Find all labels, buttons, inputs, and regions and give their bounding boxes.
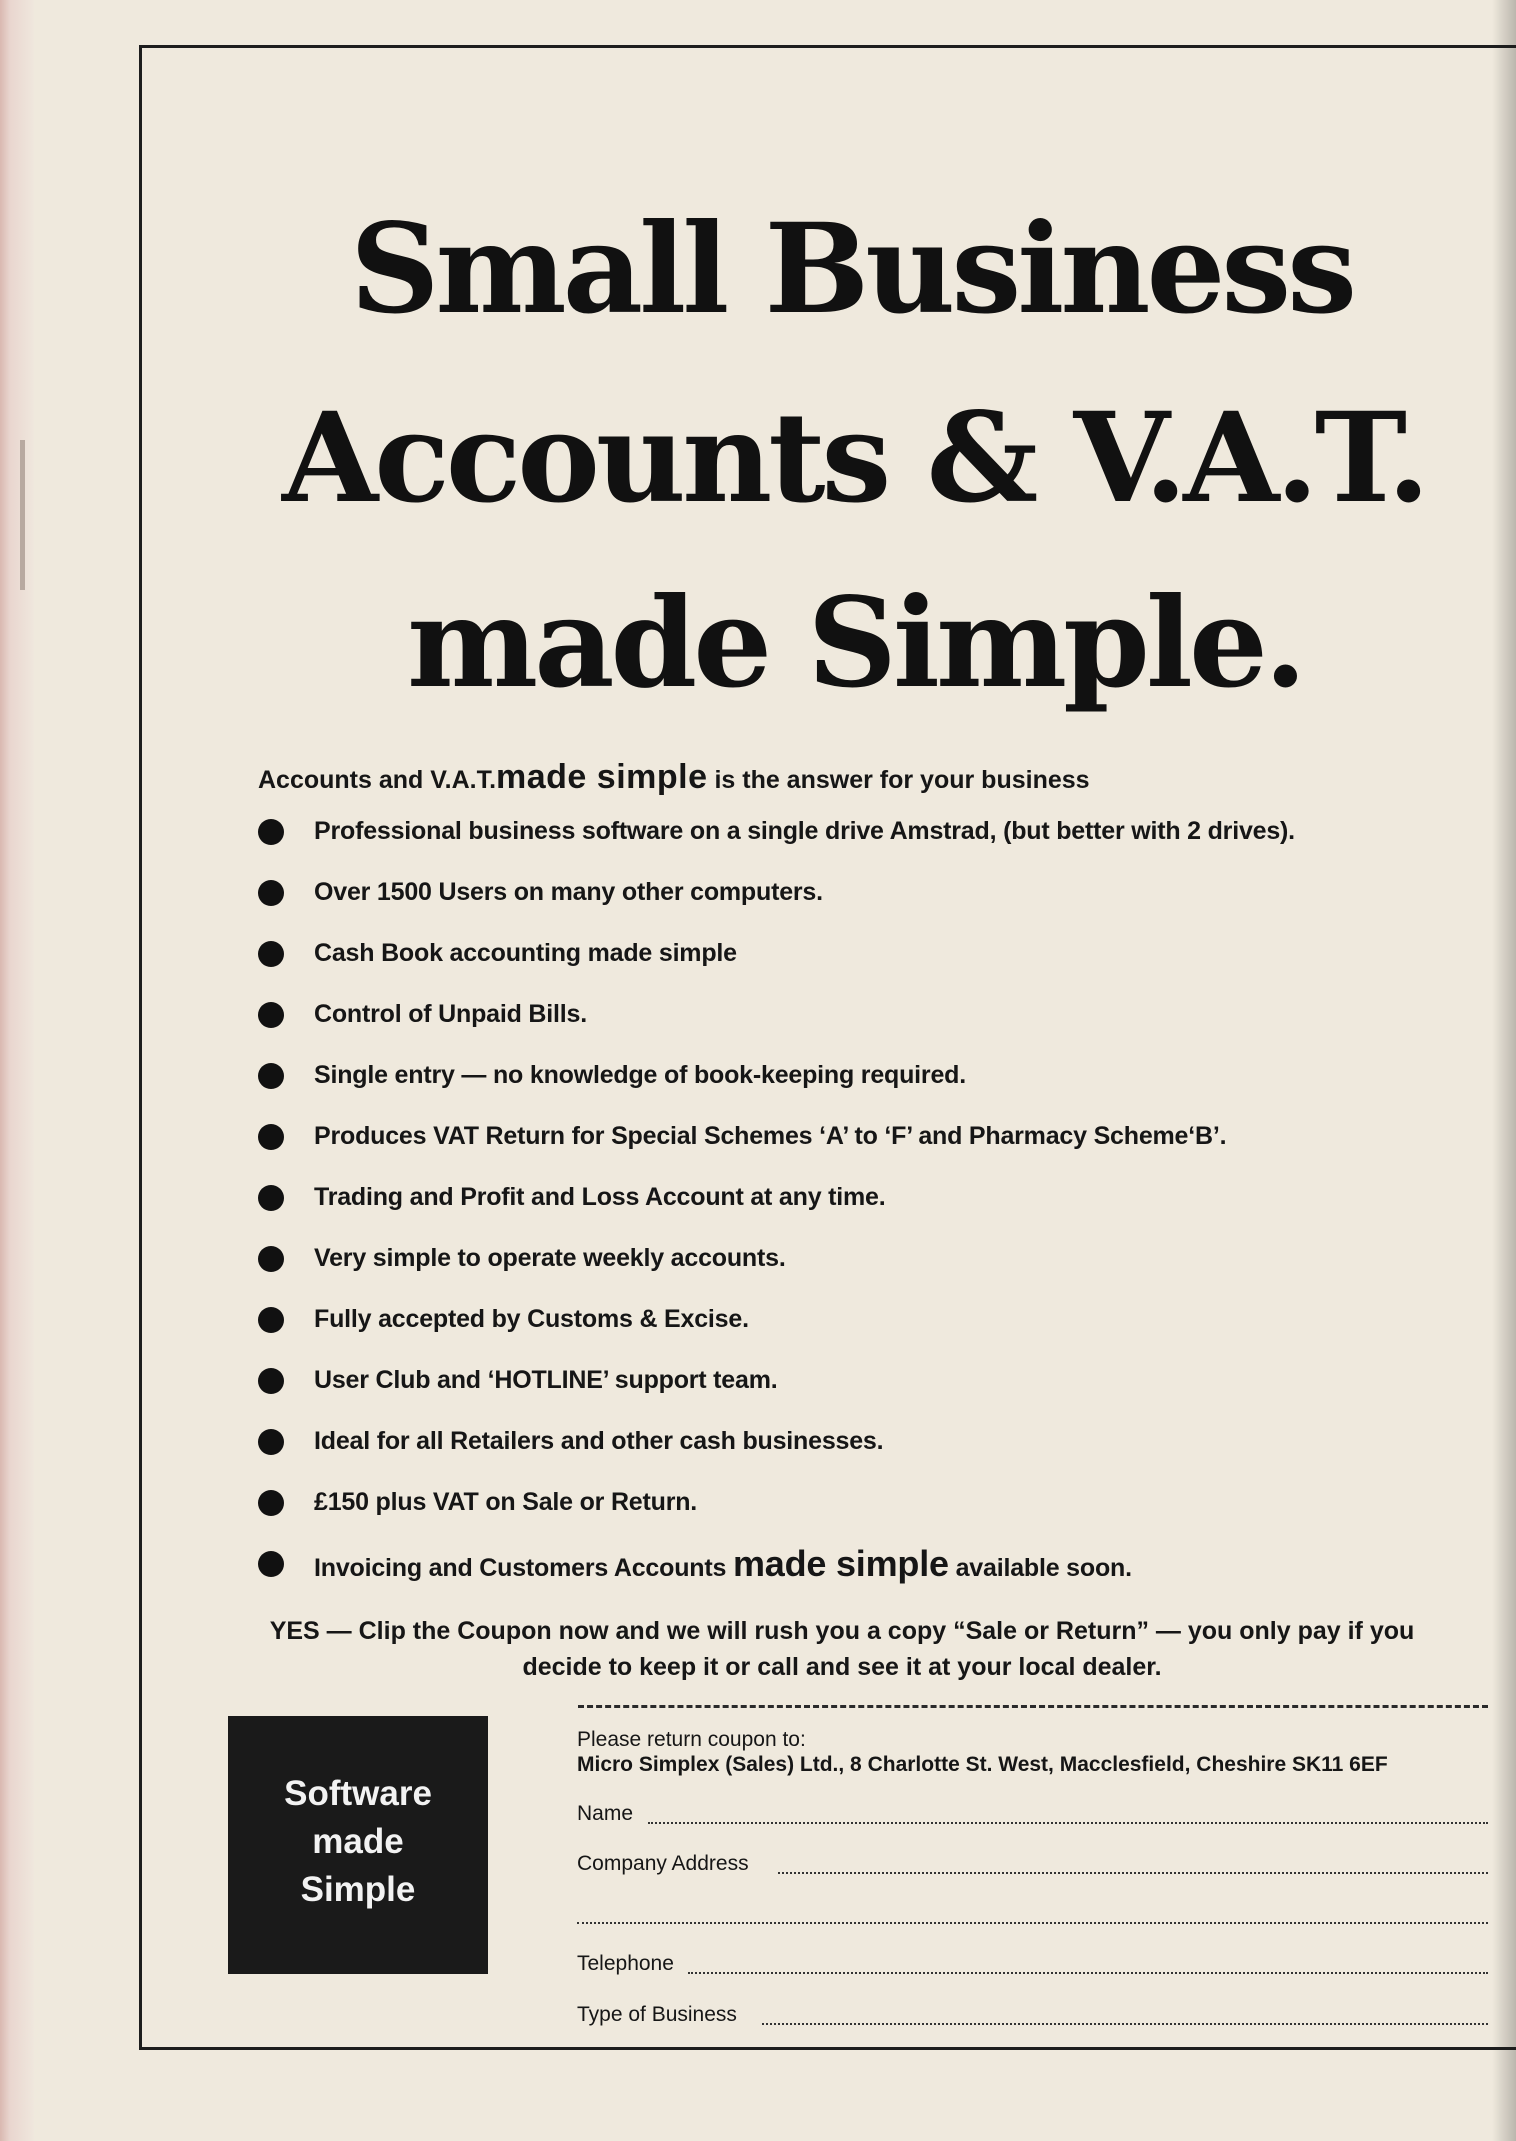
type-of-business-field[interactable]	[762, 2023, 1488, 2025]
bullet-text: Ideal for all Retailers and other cash businesses.	[314, 1427, 884, 1455]
page-spine	[0, 0, 34, 2141]
bullet-dot-icon	[258, 1429, 284, 1455]
bullet-item	[258, 1305, 1498, 1345]
bullet-text: Produces VAT Return for Special Schemes ‘A’ to ‘F’ and Pharmacy Scheme‘B’.	[314, 1122, 1227, 1150]
software-made-simple-logo	[228, 1716, 488, 1974]
cta-line-1: YES — Clip the Coupon now and we will rush you a copy “Sale or Return” — you only pay if you	[269, 1617, 1415, 1645]
bullet-item	[258, 1543, 1498, 1589]
name-field[interactable]	[648, 1822, 1488, 1824]
bullet-text: Cash Book accounting made simple	[314, 939, 737, 967]
bullet-text: Fully accepted by Customs & Excise.	[314, 1305, 749, 1333]
last-bullet-before: Invoicing and Customers Accounts	[314, 1554, 733, 1582]
bullet-item	[258, 939, 1498, 979]
bullet-item	[258, 878, 1498, 918]
company-address-field[interactable]	[778, 1872, 1488, 1874]
spine-mark	[20, 440, 25, 590]
call-to-action	[212, 1613, 1472, 1685]
bullet-dot-icon	[258, 1551, 284, 1577]
bullet-text: User Club and ‘HOTLINE’ support team.	[314, 1366, 778, 1394]
bullet-dot-icon	[258, 880, 284, 906]
coupon-address: Micro Simplex (Sales) Ltd., 8 Charlotte St. West, Macclesfield, Cheshire SK11 6EF	[577, 1753, 1388, 1776]
logo-line-2: made	[312, 1822, 404, 1861]
bullet-item	[258, 1122, 1498, 1162]
bullet-text: Very simple to operate weekly accounts.	[314, 1244, 786, 1272]
bullet-item	[258, 1183, 1498, 1223]
bullet-item	[258, 1000, 1498, 1040]
bullet-item	[258, 1488, 1498, 1528]
last-bullet-emphasis: made simple	[732, 1543, 949, 1584]
type-of-business-label: Type of Business	[577, 2003, 737, 2026]
telephone-field[interactable]	[688, 1972, 1488, 1974]
bullet-dot-icon	[258, 1246, 284, 1272]
company-address-field-2[interactable]	[577, 1922, 1488, 1924]
bullet-item	[258, 817, 1498, 857]
intro-before: Accounts and V.A.T.	[258, 766, 497, 794]
coupon-cut-line	[578, 1705, 1488, 1708]
logo-line-1: Software	[284, 1774, 432, 1813]
bullet-text: Trading and Profit and Loss Account at any time.	[314, 1183, 886, 1211]
bullet-text	[314, 1543, 1132, 1585]
bullet-dot-icon	[258, 941, 284, 967]
company-address-label: Company Address	[577, 1852, 749, 1875]
bullet-text: £150 plus VAT on Sale or Return.	[314, 1488, 698, 1516]
headline-line-2: Accounts & V.A.T.	[282, 386, 1427, 531]
last-bullet-after: available soon.	[948, 1554, 1132, 1582]
coupon-intro: Please return coupon to:	[577, 1728, 806, 1751]
bullet-dot-icon	[258, 1307, 284, 1333]
bullet-text: Single entry — no knowledge of book-keeping required.	[314, 1061, 966, 1089]
bullet-item	[258, 1366, 1498, 1406]
logo-line-3: Simple	[300, 1870, 416, 1909]
intro-after: is the answer for your business	[707, 766, 1090, 794]
bullet-text: Over 1500 Users on many other computers.	[314, 878, 823, 906]
bullet-text: Control of Unpaid Bills.	[314, 1000, 587, 1028]
bullet-dot-icon	[258, 1368, 284, 1394]
bullet-dot-icon	[258, 1002, 284, 1028]
bullet-dot-icon	[258, 1185, 284, 1211]
intro-emphasis: made simple	[496, 758, 708, 796]
bullet-dot-icon	[258, 1490, 284, 1516]
bullet-item	[258, 1427, 1498, 1467]
bullet-dot-icon	[258, 819, 284, 845]
bullet-text: Professional business software on a single drive Amstrad, (but better with 2 drives).	[314, 817, 1295, 845]
telephone-label: Telephone	[577, 1952, 674, 1975]
bullet-item	[258, 1244, 1498, 1284]
bullet-dot-icon	[258, 1063, 284, 1089]
bullet-dot-icon	[258, 1124, 284, 1150]
name-label: Name	[577, 1802, 634, 1825]
bullet-item	[258, 1061, 1498, 1101]
headline-line-1: Small Business	[350, 197, 1354, 342]
cta-line-2: decide to keep it or call and see it at your local dealer.	[522, 1653, 1162, 1681]
intro-sentence	[258, 758, 1090, 797]
headline-line-3: made Simple.	[407, 571, 1304, 716]
